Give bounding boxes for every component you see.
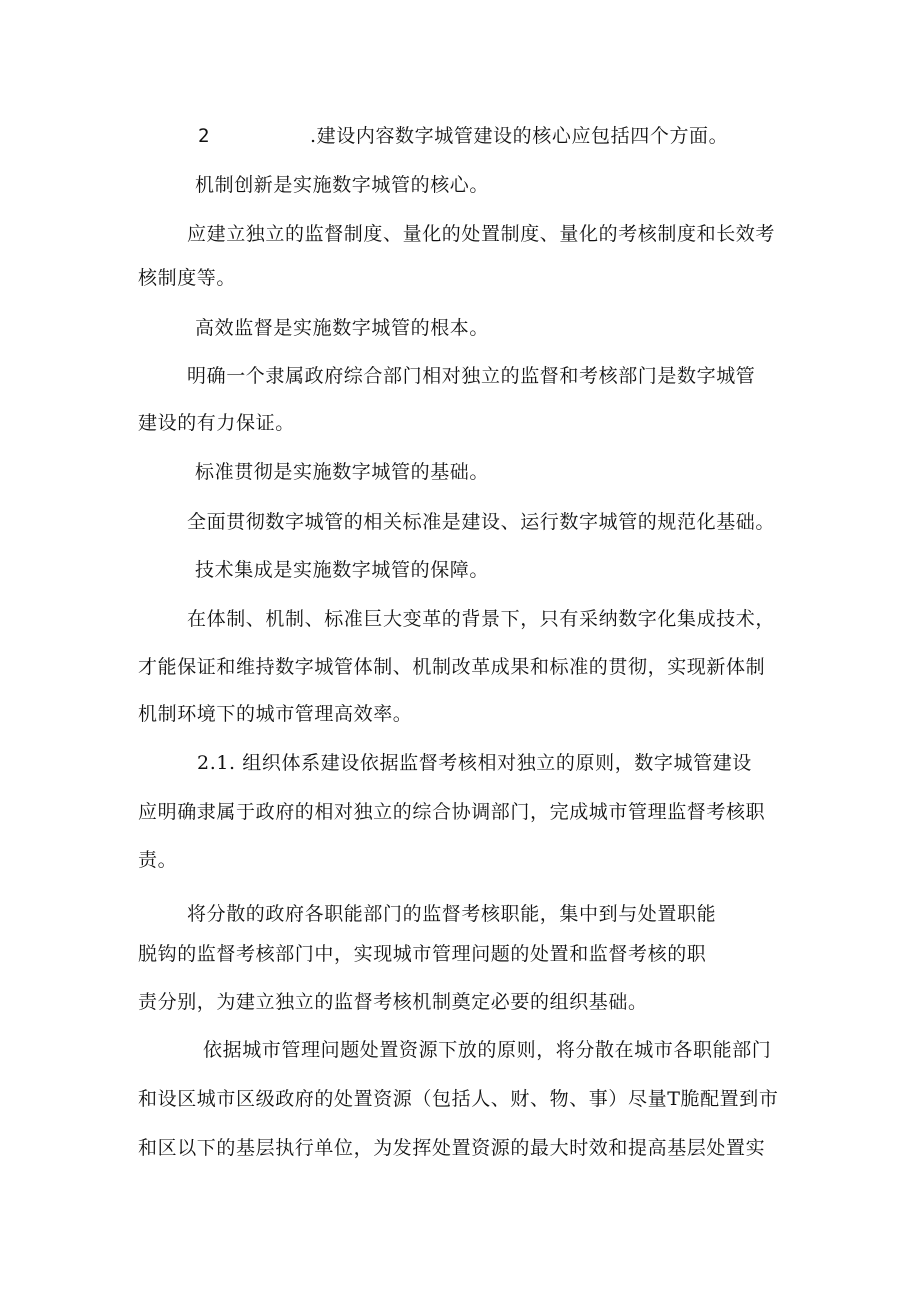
- text-line: 将分散的政府各职能部门的监督考核职能，集中到与处置职能: [187, 903, 717, 925]
- text-line: 标准贯彻是实施数字城管的基础。: [195, 461, 490, 483]
- text-line: 2.1. 组织体系建设依据监督考核相对独立的原则，数字城管建设: [197, 752, 752, 774]
- text-line: 明确一个隶属政府综合部门相对独立的监督和考核部门是数字城管: [187, 365, 756, 387]
- heading-number: 2: [198, 125, 210, 147]
- text-line: 和设区城市区级政府的处置资源（包括人、财、物、事）尽量T脆配置到市: [138, 1088, 779, 1110]
- text-line: 技术集成是实施数字城管的保障。: [195, 559, 490, 581]
- text-line: 脱钩的监督考核部门中，实现城市管理问题的处置和监督考核的职: [138, 943, 707, 965]
- text-line: 应建立独立的监督制度、量化的处置制度、量化的考核制度和长效考: [187, 223, 776, 245]
- text-line: 责。: [138, 849, 178, 871]
- text-line: 高效监督是实施数字城管的根本。: [195, 317, 490, 339]
- text-line: 机制环境下的城市管理高效率。: [138, 703, 413, 725]
- text-line: 应明确隶属于政府的相对独立的综合协调部门，完成城市管理监督考核职: [138, 801, 766, 823]
- text-line: 依据城市管理问题处置资源下放的原则，将分散在城市各职能部门: [203, 1039, 772, 1061]
- text-line: 才能保证和维持数字城管体制、机制改革成果和标准的贯彻，实现新体制: [138, 656, 766, 678]
- text-line: 在体制、机制、标准巨大变革的背景下，只有采纳数字化集成技术，: [187, 608, 776, 630]
- text-line: 责分别，为建立独立的监督考核机制奠定必要的组织基础。: [138, 991, 648, 1013]
- heading-text: .建设内容数字城管建设的核心应包括四个方面。: [310, 125, 729, 147]
- text-line: 全面贯彻数字城管的相关标准是建设、运行数字城管的规范化基础。: [187, 511, 776, 533]
- text-line: 和区以下的基层执行单位，为发挥处置资源的最大时效和提高基层处置实: [138, 1137, 766, 1159]
- text-line: 建设的有力保证。: [138, 412, 295, 434]
- text-line: 机制创新是实施数字城管的核心。: [195, 174, 490, 196]
- text-line: 核制度等。: [138, 267, 237, 289]
